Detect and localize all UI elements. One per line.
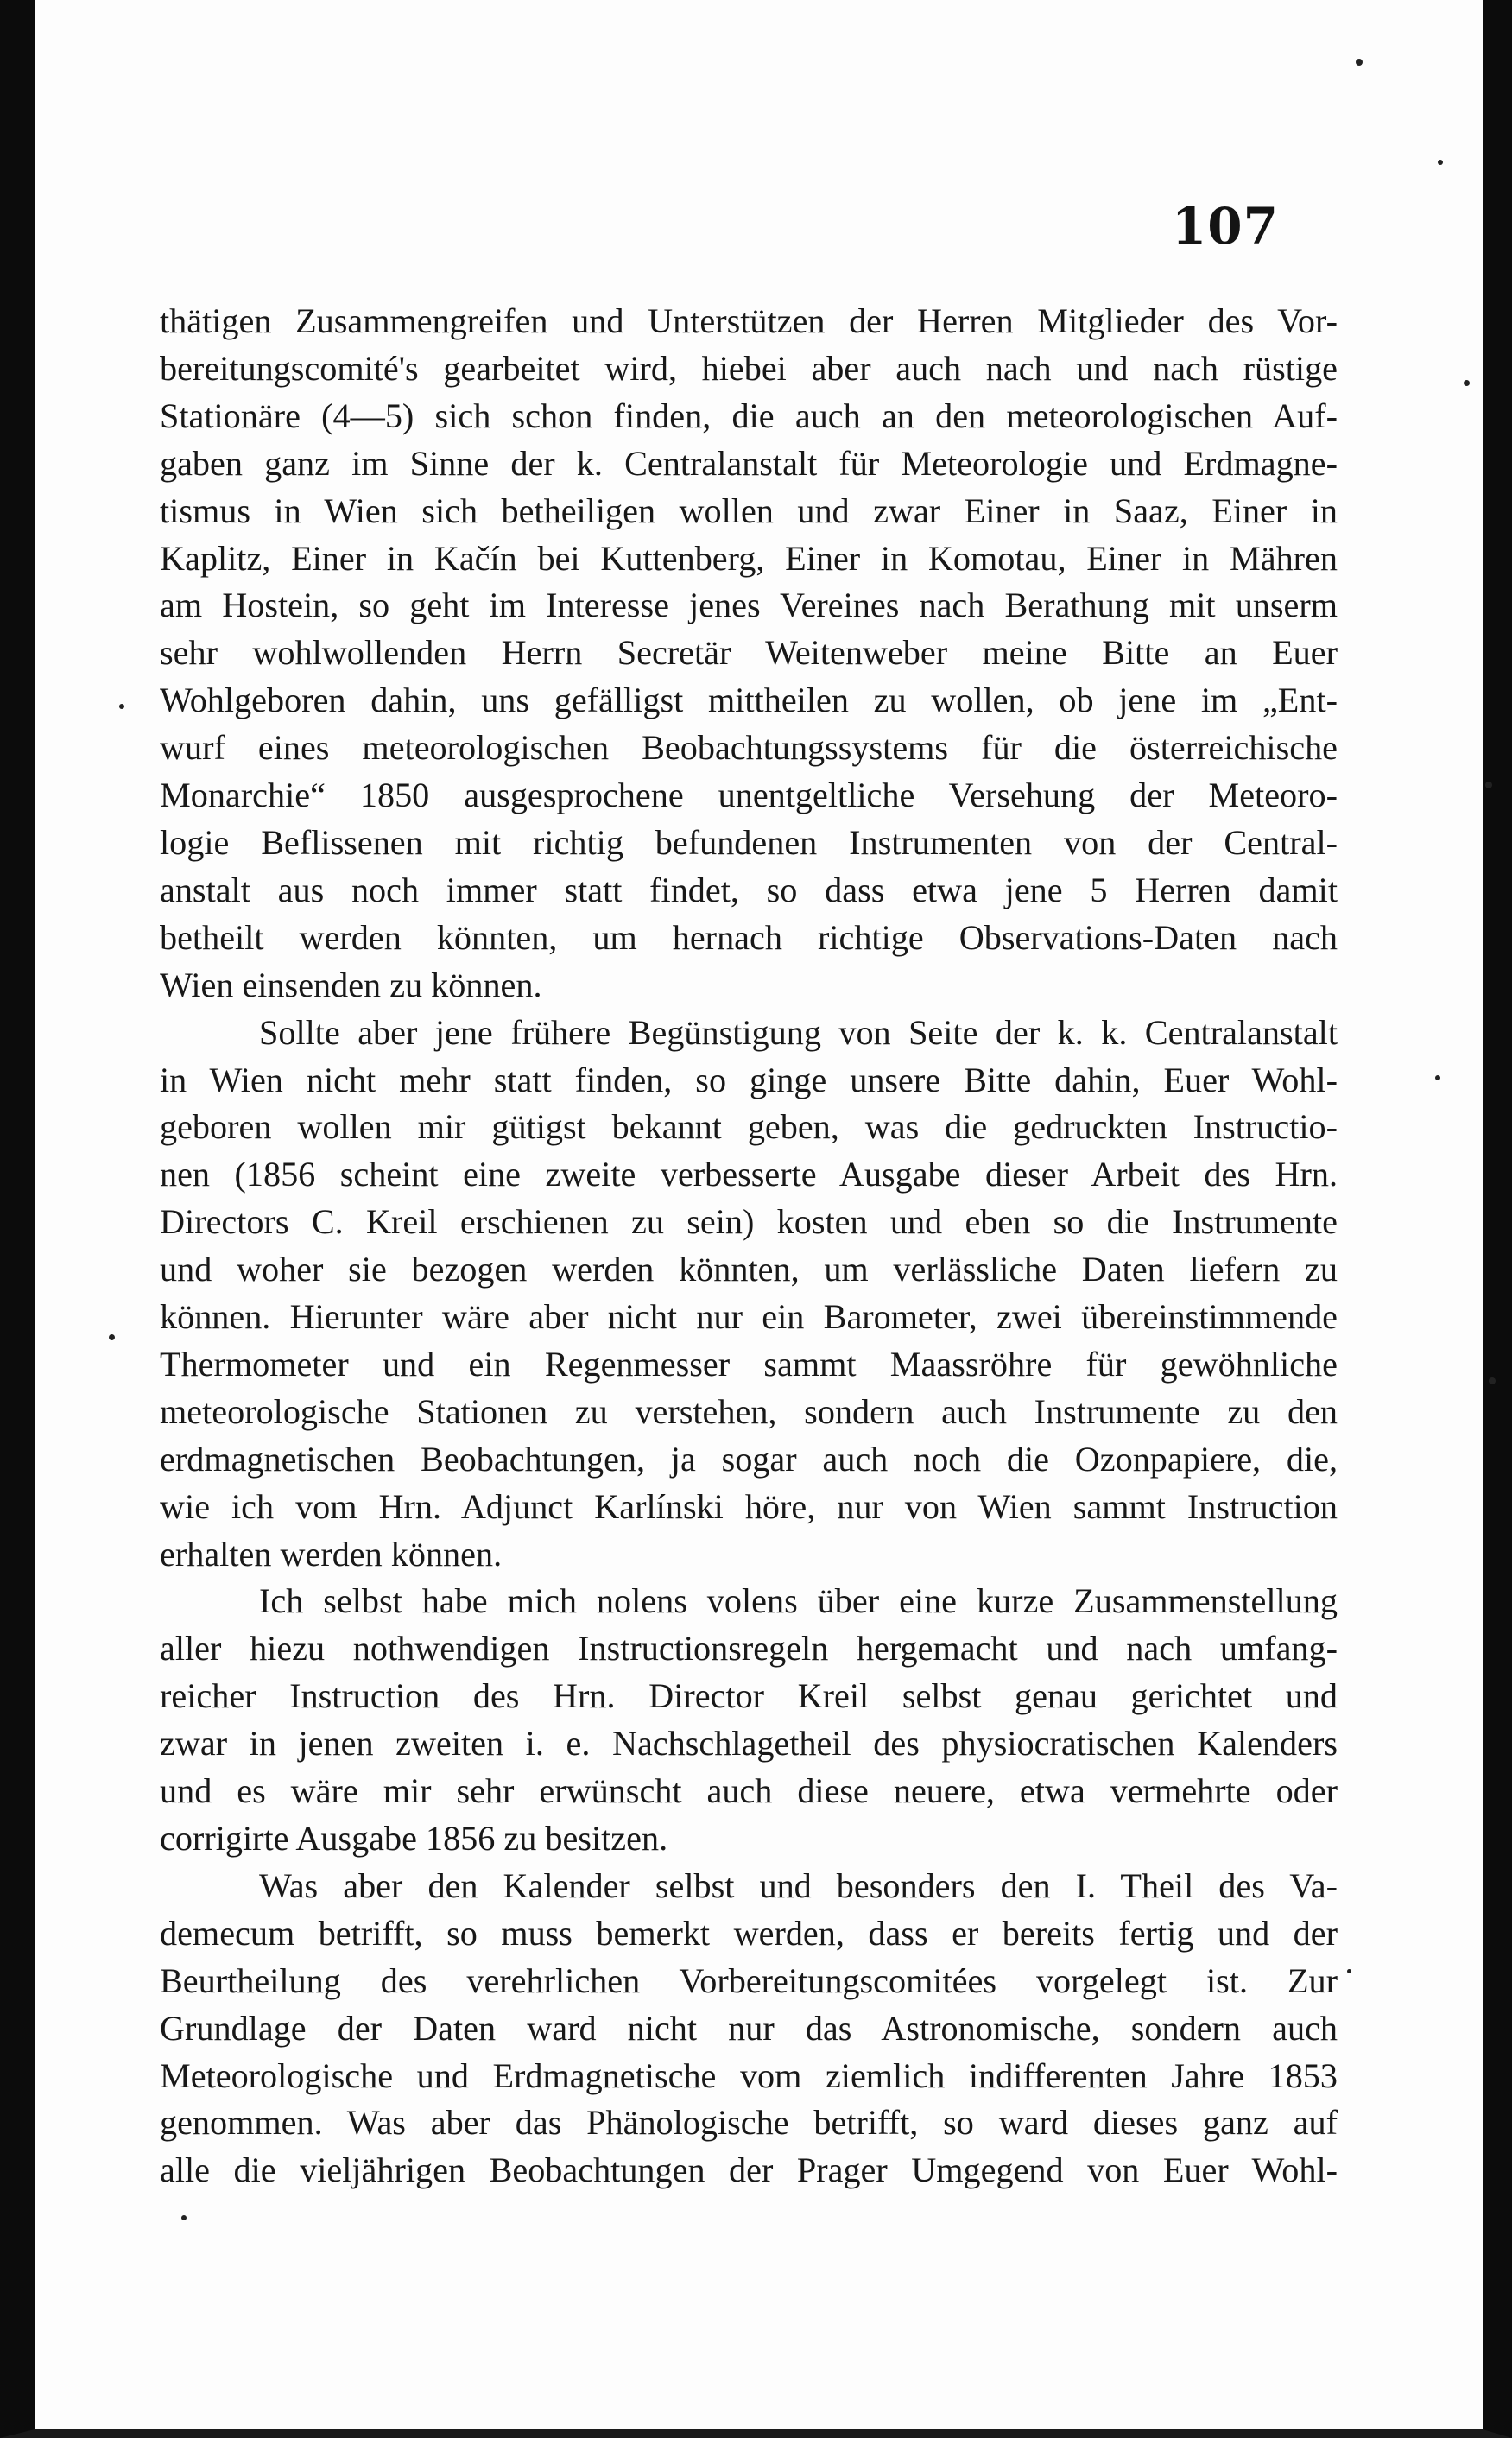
text-line: demecum betrifft, so muss bemerkt werden, dass er bereits fertig und der	[160, 1913, 1338, 1953]
scan-speck	[1435, 1075, 1440, 1080]
text-line: geboren wollen mir gütigst bekannt geben, was die gedruckten Instructio-	[160, 1107, 1338, 1147]
text-line: Thermometer und ein Regenmesser sammt Maassröhre für gewöhnliche	[160, 1344, 1338, 1384]
text-line: Directors C. Kreil erschienen zu sein) kosten und eben so die Instrumente	[160, 1202, 1338, 1242]
text-line: Was aber den Kalender selbst und besonders den I. Theil des Va-	[259, 1865, 1338, 1905]
page-number: 107	[1171, 197, 1279, 256]
scan-speck	[119, 704, 124, 709]
text-line: können. Hierunter wäre aber nicht nur ein Barometer, zwei übereinstimmende	[160, 1297, 1338, 1337]
text-line: am Hostein, so geht im Interesse jenes Vereines nach Berathung mit unserm	[160, 586, 1338, 625]
text-line: aller hiezu nothwendigen Instructionsregeln hergemacht und nach umfang-	[160, 1629, 1338, 1669]
text-line: reicher Instruction des Hrn. Director Kreil selbst genau gerichtet und	[160, 1676, 1338, 1716]
scan-speck	[181, 2215, 187, 2220]
text-line: nen (1856 scheint eine zweite verbesserte Ausgabe dieser Arbeit des Hrn.	[160, 1155, 1338, 1194]
scan-speck	[1347, 1969, 1351, 1973]
paragraph-3	[160, 1578, 1338, 1862]
scan-speck	[1485, 782, 1492, 788]
text-line: Sollte aber jene frühere Begünstigung von Seite der k. k. Centralanstalt	[259, 1012, 1338, 1052]
body-text	[160, 298, 1338, 2194]
text-line: und es wäre mir sehr erwünscht auch diese neuere, etwa vermehrte oder	[160, 1771, 1338, 1811]
text-line: thätigen Zusammengreifen und Unterstützen der Herren Mitglieder des Vor-	[160, 301, 1338, 340]
text-line: Wien einsenden zu können.	[160, 965, 542, 1004]
scan-speck	[1489, 1377, 1496, 1384]
text-line: Meteorologische und Erdmagnetische vom ziemlich indifferenten Jahre 1853	[160, 2055, 1338, 2095]
text-line: wie ich vom Hrn. Adjunct Karlínski höre, nur von Wien sammt Instruction	[160, 1486, 1338, 1526]
text-line: zwar in jenen zweiten i. e. Nachschlagetheil des physiocratischen Kalenders	[160, 1724, 1338, 1764]
text-line: Stationäre (4—5) sich schon finden, die auch an den meteorologischen Auf-	[160, 396, 1338, 435]
text-line: gaben ganz im Sinne der k. Centralanstalt für Meteorologie und Erdmagne-	[160, 443, 1338, 483]
text-line: anstalt aus noch immer statt findet, so dass etwa jene 5 Herren damit	[160, 870, 1338, 909]
text-line: in Wien nicht mehr statt finden, so ginge unsere Bitte dahin, Euer Wohl-	[160, 1060, 1338, 1099]
scan-speck	[1464, 380, 1470, 386]
paragraph-2	[160, 1010, 1338, 1579]
text-line: logie Beflissenen mit richtig befundenen Instrumenten von der Central-	[160, 822, 1338, 862]
text-line: sehr wohlwollenden Herrn Secretär Weitenweber meine Bitte an Euer	[160, 633, 1338, 673]
text-line: Kaplitz, Einer in Kačín bei Kuttenberg, Einer in Komotau, Einer in Mähren	[160, 538, 1338, 578]
text-line: wurf eines meteorologischen Beobachtungssystems für die österreichische	[160, 728, 1338, 768]
scan-speck	[1438, 160, 1443, 165]
paragraph-4	[160, 1863, 1338, 2194]
text-line: Ich selbst habe mich nolens volens über eine kurze Zusammenstellung	[259, 1581, 1338, 1621]
text-line: corrigirte Ausgabe 1856 zu besitzen.	[160, 1819, 668, 1858]
scan-speck	[1356, 59, 1363, 66]
text-line: Wohlgeboren dahin, uns gefälligst mittheilen zu wollen, ob jene im „Ent-	[160, 681, 1338, 720]
paragraph-1	[160, 298, 1338, 1010]
text-line: betheilt werden könnten, um hernach richtige Observations-Daten nach	[160, 917, 1338, 957]
text-line: meteorologische Stationen zu verstehen, sondern auch Instrumente zu den	[160, 1391, 1338, 1431]
text-line: genommen. Was aber das Phänologische betrifft, so ward dieses ganz auf	[160, 2103, 1338, 2143]
text-line: erhalten werden können.	[160, 1534, 503, 1574]
text-line: Monarchie“ 1850 ausgesprochene unentgeltliche Versehung der Meteoro-	[160, 776, 1338, 815]
scan-speck	[109, 1334, 115, 1340]
text-line: Grundlage der Daten ward nicht nur das Astronomische, sondern auch	[160, 2008, 1338, 2048]
text-line: tismus in Wien sich betheiligen wollen und zwar Einer in Saaz, Einer in	[160, 491, 1338, 530]
text-line: bereitungscomité's gearbeitet wird, hiebei aber auch nach und nach rüstige	[160, 348, 1338, 388]
text-line: erdmagnetischen Beobachtungen, ja sogar auch noch die Ozonpapiere, die,	[160, 1439, 1338, 1479]
text-line: und woher sie bezogen werden könnten, um verlässliche Daten liefern zu	[160, 1250, 1338, 1289]
text-line: alle die vieljährigen Beobachtungen der Prager Umgegend von Euer Wohl-	[160, 2150, 1338, 2190]
text-line: Beurtheilung des verehrlichen Vorbereitungscomitées vorgelegt ist. Zur	[160, 1960, 1338, 2000]
